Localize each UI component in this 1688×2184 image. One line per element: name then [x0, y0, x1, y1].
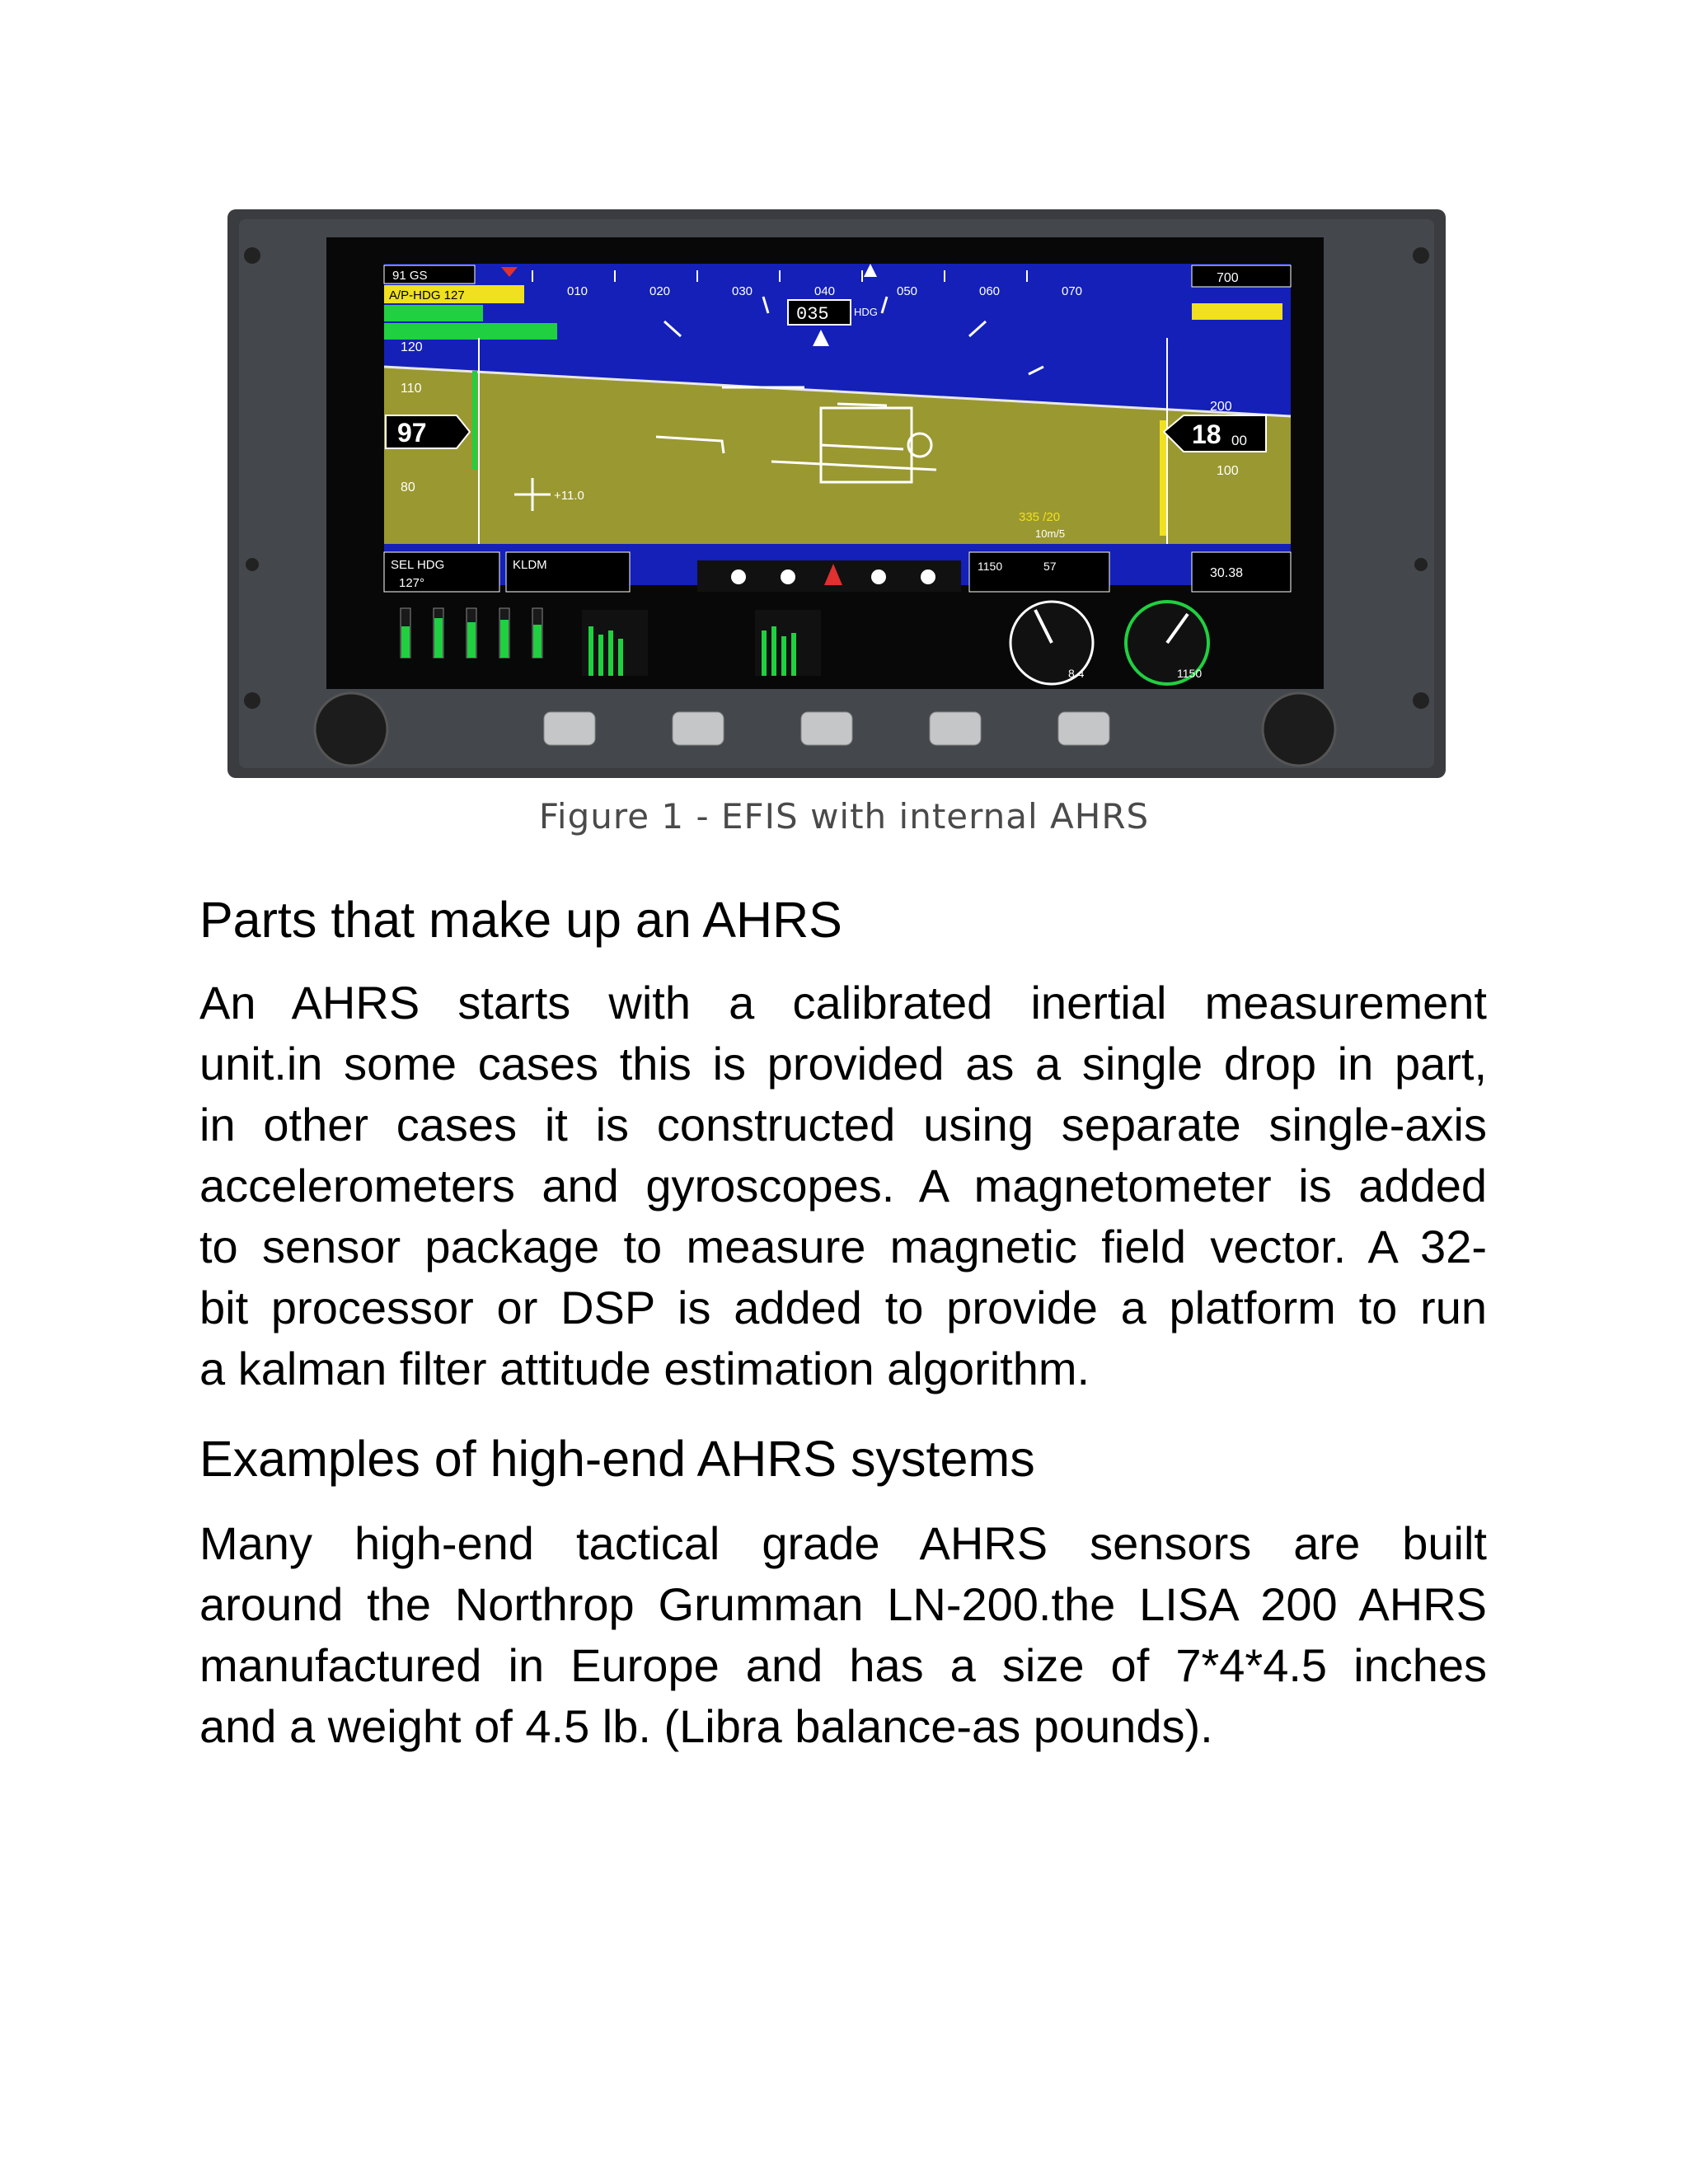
svg-text:200: 200 — [1210, 400, 1232, 414]
efis-figure — [195, 198, 1470, 791]
svg-text:110: 110 — [401, 382, 422, 396]
svg-text:A/P-HDG 127: A/P-HDG 127 — [389, 288, 465, 302]
body-line: unit.in some cases this is provided as a single drop in part, — [199, 1038, 1487, 1090]
svg-text:00: 00 — [1231, 433, 1247, 448]
body-line: to sensor package to measure magnetic field vector. A 32- — [199, 1221, 1487, 1272]
left-knob[interactable] — [315, 693, 387, 766]
svg-text:80: 80 — [401, 480, 415, 494]
svg-text:700: 700 — [1217, 271, 1239, 285]
section-heading-examples: Examples of high-end AHRS systems — [199, 1431, 1035, 1487]
svg-text:KLDM: KLDM — [513, 558, 547, 572]
right-knob[interactable] — [1263, 693, 1335, 766]
body-line: a kalman filter attitude estimation algorithm. — [199, 1343, 1090, 1394]
svg-text:070: 070 — [1062, 284, 1083, 298]
svg-text:97: 97 — [397, 418, 427, 448]
body-line: in other cases it is constructed using separate single-axis — [199, 1099, 1487, 1151]
figure-caption: Figure 1 - EFIS with internal AHRS — [538, 796, 1150, 837]
screw-icon — [1413, 247, 1429, 264]
svg-text:8.4: 8.4 — [1068, 667, 1085, 680]
efis-image — [195, 198, 1470, 791]
body-line: and a weight of 4.5 lb. (Libra balance-as pounds). — [199, 1700, 1213, 1752]
svg-text:030: 030 — [732, 284, 753, 298]
body-line: accelerometers and gyroscopes. A magnetometer is added — [199, 1160, 1487, 1212]
svg-text:100: 100 — [1217, 464, 1239, 478]
svg-text:+11.0: +11.0 — [554, 489, 584, 503]
svg-text:HDG: HDG — [854, 306, 878, 318]
svg-text:18: 18 — [1192, 419, 1221, 449]
svg-text:30.38: 30.38 — [1210, 566, 1244, 580]
soft-button-5[interactable] — [1058, 712, 1109, 745]
svg-text:127°: 127° — [399, 576, 425, 590]
screw-icon — [1413, 692, 1429, 709]
gauge-left — [1010, 602, 1093, 684]
soft-button-2[interactable] — [673, 712, 724, 745]
screw-icon — [244, 247, 260, 264]
svg-text:040: 040 — [814, 284, 836, 298]
body-line: bit processor or DSP is added to provide a platform to run — [199, 1282, 1487, 1333]
section-heading-parts: Parts that make up an AHRS — [199, 892, 842, 948]
screw-icon — [244, 692, 260, 709]
body-line: Many high-end tactical grade AHRS sensors are built — [199, 1517, 1487, 1569]
body-line: An AHRS starts with a calibrated inertial measurement — [199, 977, 1487, 1029]
svg-text:060: 060 — [979, 284, 1001, 298]
svg-text:035: 035 — [796, 304, 829, 325]
body-line: around the Northrop Grumman LN-200.the LISA 200 AHRS — [199, 1578, 1487, 1630]
svg-text:1150: 1150 — [978, 560, 1003, 573]
gauge-right — [1126, 602, 1208, 684]
svg-text:91 GS: 91 GS — [392, 269, 428, 283]
soft-button-3[interactable] — [801, 712, 852, 745]
svg-text:10m/5: 10m/5 — [1035, 527, 1066, 540]
body-line: manufactured in Europe and has a size of 7*4*4.5 inches — [199, 1639, 1487, 1691]
svg-text:1150: 1150 — [1177, 667, 1203, 680]
soft-button-4[interactable] — [930, 712, 981, 745]
svg-text:120: 120 — [401, 340, 423, 354]
svg-text:57: 57 — [1043, 560, 1057, 573]
svg-text:010: 010 — [567, 284, 588, 298]
soft-button-1[interactable] — [544, 712, 595, 745]
svg-text:335 /20: 335 /20 — [1019, 510, 1061, 524]
svg-text:050: 050 — [897, 284, 918, 298]
svg-text:020: 020 — [649, 284, 671, 298]
svg-text:SEL HDG: SEL HDG — [391, 558, 445, 572]
